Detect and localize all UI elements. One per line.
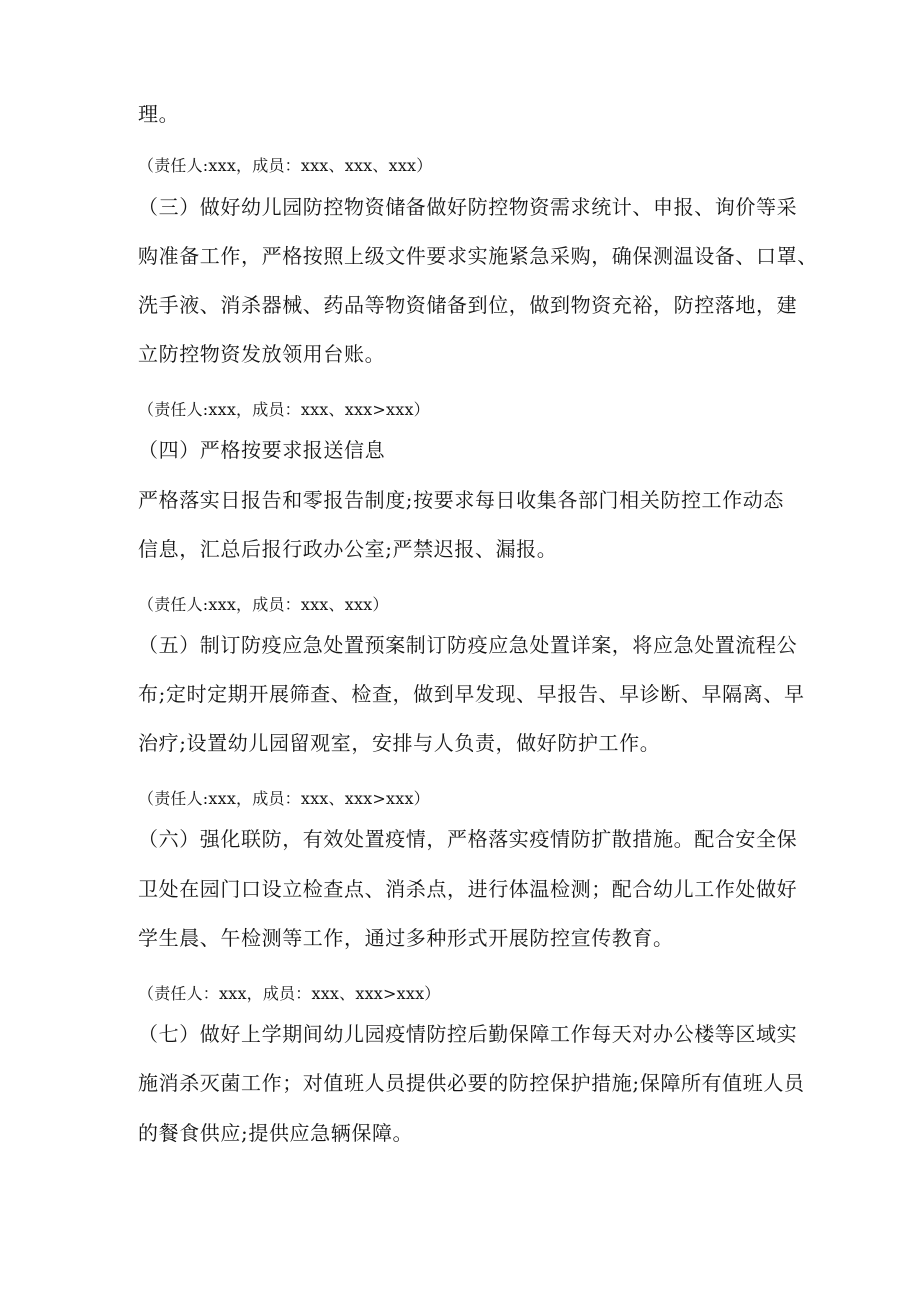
text-line-17: 卫处在园门口设立检查点、消杀点，进行体温检测；配合幼儿工作处做好 (138, 877, 798, 901)
section-7-heading: （七）做好上学期间幼儿园疫情防控后勤保障工作每天对办公楼等区域实 (138, 1022, 798, 1046)
responsibility-line-2: （责任人:xxx，成员：xxx、xxx>xxx） (138, 400, 430, 419)
responsibility-line-1: （责任人:xxx，成员：xxx、xxx、xxx） (138, 156, 433, 175)
text-line-22: 的餐食供应;提供应急辆保障。 (138, 1121, 414, 1145)
responsibility-line-4: （责任人:xxx，成员：xxx、xxx>xxx） (138, 789, 430, 808)
section-6-heading: （六）强化联防，有效处置疫情，严格落实疫情防扩散措施。配合安全保 (138, 827, 798, 851)
section-3-heading: （三）做好幼儿园防控物资储备做好防控物资需求统计、申报、询价等采 (138, 195, 798, 219)
section-5-heading: （五）制订防疫应急处置预案制订防疫应急处置详案，将应急处置流程公 (138, 633, 798, 657)
text-line-14: 治疗;设置幼儿园留观室，安排与人负责，做好防护工作。 (138, 731, 661, 755)
text-line-4: 购准备工作，严格按照上级文件要求实施紧急采购，确保测温设备、口罩、 (138, 244, 818, 268)
responsibility-line-5: （责任人：xxx，成员：xxx、xxx>xxx） (138, 984, 441, 1003)
text-line-6: 立防控物资发放领用台账。 (138, 342, 386, 366)
text-line-5: 洗手液、消杀器械、药品等物资储备到位，做到物资充裕，防控落地，建 (138, 293, 798, 317)
text-line-10: 信息，汇总后报行政办公室;严禁迟报、漏报。 (138, 537, 558, 561)
section-4-heading: （四）严格按要求报送信息 (138, 438, 386, 462)
text-line-18: 学生晨、午检测等工作，通过多种形式开展防控宣传教育。 (138, 926, 674, 950)
text-line-21: 施消杀灭菌工作；对值班人员提供必要的防控保护措施;保障所有值班人员 (138, 1071, 805, 1095)
responsibility-line-3: （责任人:xxx，成员：xxx、xxx） (138, 595, 389, 614)
text-line-13: 布;定时定期开展筛查、检查，做到早发现、早报告、早诊断、早隔离、早 (138, 682, 805, 706)
text-line-1: 理。 (138, 102, 180, 126)
text-line-9: 严格落实日报告和零报告制度;按要求每日收集各部门相关防控工作动态 (138, 488, 784, 512)
